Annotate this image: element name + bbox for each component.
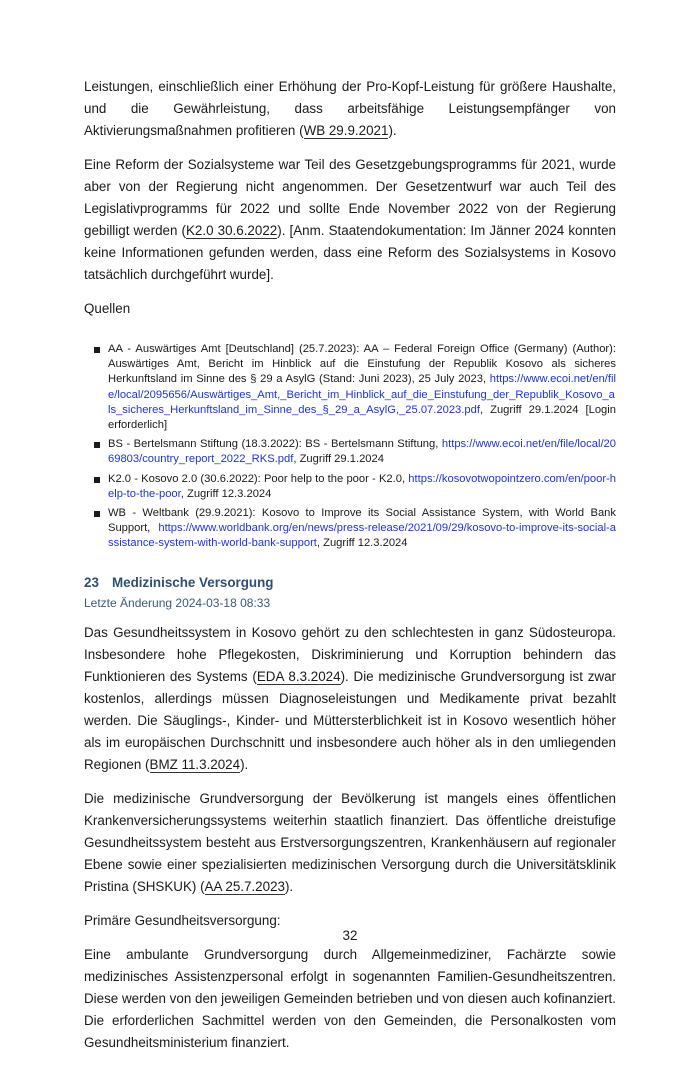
body-paragraph — [84, 944, 616, 1054]
square-bullet-icon — [94, 442, 100, 448]
source-url-link[interactable]: https://kosovotwopointzero.com/en/poor-help-to-the-poor — [108, 472, 616, 500]
body-paragraph — [84, 622, 616, 776]
paragraph-text: Eine Reform der Sozialsysteme war Teil des Gesetzgebungsprogramms für 2021, wurde aber von der Regierung nicht angenommen. Der Gesetzentwurf war auch Teil des Legislativprogramms für 2022 und sollte Ende November 2022 von der Regierung gebilligt werden ( — [84, 157, 616, 238]
square-bullet-icon — [94, 511, 100, 517]
source-text: WB - Weltbank (29.9.2021): Kosovo to Improve its Social Assistance System, with World Bank Support, — [108, 507, 616, 535]
citation-link[interactable]: WB 29.9.2021 — [303, 123, 389, 138]
paragraph-text: ). — [284, 878, 294, 894]
source-url-link[interactable]: https://www.worldbank.org/en/news/press-release/2021/09/29/kosovo-to-improve-its-social-assistance-system-with-world-bank-support — [108, 522, 616, 550]
citation-link[interactable]: BMZ 11.3.2024 — [149, 756, 241, 772]
paragraph-text: Eine ambulante Grundversorgung durch Allgemeinmediziner, Fachärzte sowie medizinisches Assistenzpersonal erfolgt in sogenannten Familien-Gesundheitszentren. Diese werden von den jeweiligen Gemeinden betrieben und von diesen auch kofinanziert. Die erforderlichen Sachmittel werden von den Gemeinden, die Personalkosten vom Gesundheitsministerium finanziert. — [84, 946, 616, 1050]
source-access-date: , Zugriff 12.3.2024 — [180, 487, 272, 500]
paragraph-text: Leistungen, einschließlich einer Erhöhung der Pro-Kopf-Leistung für größere Haushalte, und die Gewährleistung, dass arbeitsfähige Leistungsempfänger von Aktivierungsmaßnahmen profitieren ( — [84, 79, 616, 138]
top-paragraphs — [84, 76, 616, 286]
source-text: BS - Bertelsmann Stiftung (18.3.2022): BS - Bertelsmann Stiftung, — [108, 438, 442, 451]
sources-label: Quellen — [84, 301, 131, 316]
square-bullet-icon — [94, 477, 100, 483]
paragraph-text: Die medizinische Grundversorgung der Bevölkerung ist mangels eines öffentlichen Krankenversicherungssystems weiterhin staatlich finanziert. Das öffentliche dreistufige Gesundheitssystem besteht aus Erstversorgungszentren, Krankenhäusern auf regionaler Ebene sowie einer spezialisierten medizinischen Versorgung durch die Universitätsklinik Pristina (SHSKUK) ( — [84, 790, 616, 894]
citation-link[interactable]: EDA 8.3.2024 — [256, 668, 341, 684]
source-text: K2.0 - Kosovo 2.0 (30.6.2022): Poor help to the poor - K2.0, — [108, 472, 409, 485]
paragraph-text: ). Die medizinische Grundversorgung ist zwar kostenlos, allerdings müssen Diagnoseleistungen und Medikamente privat bezahlt werden. Die Säuglings-, Kinder- und Müttersterblichkeit ist in Kosovo wesentlich höher als im europäischen Durchschnitt und insbesondere auch höher als in den umliegenden Regionen ( — [84, 668, 616, 772]
paragraph-text: Das Gesundheitssystem in Kosovo gehört zu den schlechtesten in ganz Südosteuropa. Insbesondere hohe Pflegekosten, Diskriminierung und Korruption behindern das Funktionieren des Systems ( — [84, 624, 616, 684]
section-heading — [84, 574, 616, 592]
paragraph-text: Primäre Gesundheitsversorgung: — [84, 912, 281, 928]
source-url-link[interactable]: https://www.ecoi.net/en/file/local/2069803/country_report_2022_RKS.pdf — [108, 438, 616, 466]
section-title: Medizinische Versorgung — [112, 574, 274, 590]
source-item — [94, 437, 616, 467]
sources-list — [84, 342, 616, 552]
source-text: AA - Auswärtiges Amt [Deutschland] (25.7.2023): AA – Federal Foreign Office (Germany) (Author): Auswärtiges Amt, Bericht im Hinblick auf die Einstufung der Republik Kosovo als sicheres Herkunftsland im Sinne des § 29 a AsylG (Stand: Juni 2023), 25 July 2023, — [108, 343, 616, 386]
paragraph-text: ). — [388, 123, 397, 138]
source-item — [94, 342, 616, 433]
page-number: 32 — [342, 928, 358, 943]
citation-link[interactable]: K2.0 30.6.2022 — [186, 223, 278, 238]
body-paragraph — [84, 788, 616, 898]
citation-link[interactable]: AA 25.7.2023 — [204, 878, 285, 894]
square-bullet-icon — [94, 347, 100, 353]
source-access-date: , Zugriff 29.1.2024 — [293, 453, 384, 466]
section-number: 23 — [84, 574, 99, 590]
body-paragraph — [84, 76, 616, 142]
document-page — [84, 76, 616, 1066]
source-access-date: , Zugriff 29.1.2024 [Login erforderlich] — [108, 403, 616, 432]
source-url-link[interactable]: https://www.ecoi.net/en/file/local/2095656/Auswärtiges_Amt,_Bericht_im_Hinblick_auf_die_Einstufung_der_Republik_Kosovo_als_sicheres_Herkunftsland_im_Sinne_des_§_29_a_AsylG,_25.07.2023.pdf — [108, 373, 616, 416]
source-access-date: , Zugriff 12.3.2024 — [316, 537, 408, 550]
last-changed-timestamp: Letzte Änderung 2024-03-18 08:33 — [84, 595, 271, 610]
section-paragraphs — [84, 622, 616, 1054]
paragraph-text: ). [Anm. Staatendokumentation: Im Jänner 2024 konnten keine Informationen gefunden werden, dass eine Reform des Sozialsystems in Kosovo tatsächlich durchgeführt wurde]. — [84, 223, 616, 282]
body-paragraph — [84, 154, 616, 286]
source-item — [94, 472, 616, 502]
source-item — [94, 506, 616, 552]
paragraph-text: ). — [240, 756, 249, 772]
